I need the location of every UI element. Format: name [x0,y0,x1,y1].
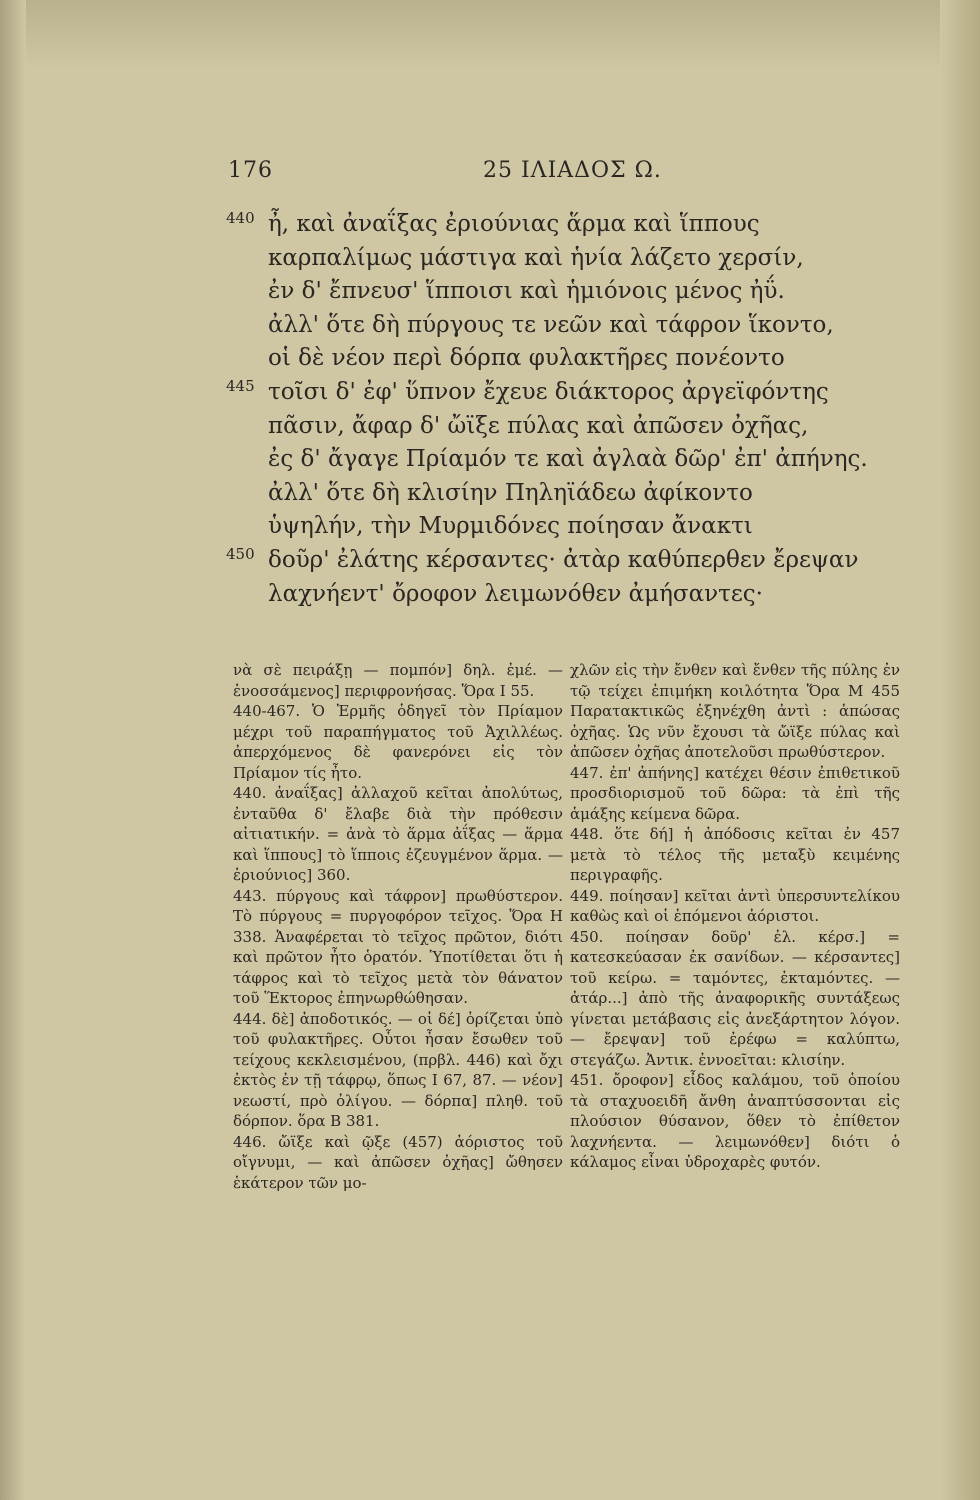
commentary-paragraph: 444. δὲ] ἀποδοτικός. — οἱ δέ] ὁρίζεται ὑπὸ τοῦ φυλακτῆρες. Οὗτοι ἦσαν ἔσωθεν τοῦ τείχους κεκλεισμένου, (πρβλ. 446) καὶ ὄχι ἐκτὸς ἐν τῇ τάφρῳ, ὅπως Ι 67, 87. — νέον] νεωστί, πρὸ ὀλίγου. — δόρπα] πληθ. τοῦ δόρπον. ὅρα Β 381. [233,1009,563,1130]
verse-text: ἦ, καὶ ἀναΐξας ἐριούνιας ἅρμα καὶ ἵππους [268,211,760,237]
commentary-paragraph: 448. ὅτε δή] ἡ ἀπόδοσις κεῖται ἐν 457 μετὰ τὸ τέλος τῆς μεταξὺ κειμένης περιγραφῆς. [570,825,900,884]
commentary-paragraph: 450. ποίησαν δοῦρ' ἐλ. κέρσ.] = κατεσκεύασαν ἐκ σανίδων. — κέρσαντες] τοῦ κείρω. = ταμόντες, ἐκταμόντες. — ἀτάρ...] ἀπὸ τῆς ἀναφορικῆς συντάξεως γίνεται μετάβασις εἰς ἀνεξάρτητον λόγον. — ἔρεψαν] τοῦ ἐρέφω = καλύπτω, στεγάζω. Ἀντικ. ἐννοεῖται: κλισίην. [570,927,900,1069]
verse-line [226,208,866,242]
verse-line [226,443,866,477]
commentary-left-column [233,660,563,1193]
verse-line [226,376,866,410]
verse-text: οἱ δὲ νέον περὶ δόρπα φυλακτῆρες πονέοντο [268,345,785,372]
commentary-paragraph: 440. ἀναΐξας] ἀλλαχοῦ κεῖται ἀπολύτως, ἐνταῦθα δ' ἔλαβε διὰ τὴν πρόθεσιν αἰτιατικήν. = ἀνὰ τὸ ἅρμα ἀΐξας — ἅρμα καὶ ἵππους] τὸ ἵπποις ἐζευγμένον ἅρμα. — ἐριούνιος] 360. [233,784,563,884]
page-edge-top [0,0,980,70]
page-edge-left [0,0,26,1500]
verse-text: ἐς δ' ἄγαγε Πρίαμόν τε καὶ ἀγλαὰ δῶρ' ἐπ' ἀπήνης. [268,446,868,473]
verse-text: ὑψηλήν, τὴν Μυρμιδόνες ποίησαν ἄνακτι [268,513,753,540]
page-number: 176 [228,158,273,183]
verse-text: δοῦρ' ἐλάτης κέρσαντες· ἀτὰρ καθύπερθεν ἔρεψαν [268,546,859,573]
verse-line [226,510,866,544]
verse-block [226,208,866,611]
verse-line [226,544,866,578]
commentary-paragraph: 451. ὄροφον] εἶδος καλάμου, τοῦ ὁποίου τὰ σταχυοειδῆ ἄνθη ἀναπτύσσονται εἰς πλούσιον θύσανον, ὅθεν τὸ ἐπίθετον λαχνήεντα. — λειμωνόθεν] διότι ὁ κάλαμος εἶναι ὑδροχαρὲς φυτόν. [570,1071,900,1171]
verse-text: καρπαλίμως μάστιγα καὶ ἡνία λάζετο χερσίν, [268,244,804,271]
commentary-paragraph: νὰ σὲ πειράξῃ — πομπόν] δηλ. ἐμέ. — ἐνοσσάμενος] περιφρονήσας. Ὅρα Ι 55. [233,661,563,700]
verse-line [226,477,866,511]
commentary-paragraph: 440-467. Ὁ Ἑρμῆς ὁδηγεῖ τὸν Πρίαμον μέχρι τοῦ παραπήγματος τοῦ Ἀχιλλέως. ἀπερχόμενος δὲ φανερόνει εἰς τὸν Πρίαμον τίς ἦτο. [233,702,563,782]
running-head: 25 ΙΛΙΑΔΟΣ Ω. [483,158,662,183]
verse-text: τοῖσι δ' ἐφ' ὕπνον ἔχευε διάκτορος ἀργεϊφόντης [268,378,829,405]
verse-line [226,342,866,376]
verse-text: ἀλλ' ὅτε δὴ πύργους τε νεῶν καὶ τάφρον ἵκοντο, [268,311,834,338]
verse-line [226,275,866,309]
verse-text: πᾶσιν, ἄφαρ δ' ὤϊξε πύλας καὶ ἀπῶσεν ὀχῆας, [268,412,809,439]
verse-line-number: 450 [226,544,255,563]
commentary-paragraph: 443. πύργους καὶ τάφρον] πρωθύστερον. Τὸ πύργους = πυργοφόρον τεῖχος. Ὅρα Η 338. Ἀναφέρεται τὸ τεῖχος πρῶτον, διότι καὶ πρῶτον ἦτο ὁρατόν. Ὑποτίθεται ὅτι ἡ τάφρος καὶ τὸ τεῖχος μετὰ τὸν θάνατον τοῦ Ἕκτορος ἐπηνωρθώθησαν. [233,886,563,1007]
commentary-right-column [570,660,900,1173]
page-edge-right [940,0,980,1500]
commentary-paragraph: 449. ποίησαν] κεῖται ἀντὶ ὑπερσυντελίκου καθὼς καὶ οἱ ἑπόμενοι ἀόριστοι. [570,886,900,925]
verse-line [226,242,866,276]
commentary-paragraph: χλῶν εἰς τὴν ἔνθεν καὶ ἔνθεν τῆς πύλης ἐν τῷ τείχει ἐπιμήκη κοιλότητα Ὅρα Μ 455 Παρατακτικῶς ἐξηνέχθη ἀντὶ : ἀπώσας ὀχῆας. Ὡς νῦν ἔχουσι τὰ ὤϊξε πύλας καὶ ἀπῶσεν ὀχῆας ἀποτελοῦσι πρωθύστερον. [570,661,900,761]
verse-text: λαχνήεντ' ὄροφον λειμωνόθεν ἀμήσαντες· [268,580,763,607]
verse-text: ἀλλ' ὅτε δὴ κλισίην Πηληϊάδεω ἀφίκοντο [268,479,753,506]
verse-line [226,309,866,343]
verse-line [226,578,866,612]
verse-line-number: 445 [226,376,255,395]
verse-text: ἐν δ' ἔπνευσ' ἵπποισι καὶ ἡμιόνοις μένος ἠΰ. [268,278,785,305]
commentary-paragraph: 446. ὤϊξε καὶ ῷξε (457) ἀόριστος τοῦ οἴγνυμι, — καὶ ἀπῶσεν ὀχῆας] ὤθησεν ἑκάτερον τῶν μο- [233,1132,563,1192]
verse-line-number: 440 [226,209,255,227]
commentary-paragraph: 447. ἐπ' ἀπήνης] κατέχει θέσιν ἐπιθετικοῦ προσδιορισμοῦ τοῦ δῶρα: τὰ ἐπὶ τῆς ἁμάξης κείμενα δῶρα. [570,763,900,823]
verse-line [226,410,866,444]
